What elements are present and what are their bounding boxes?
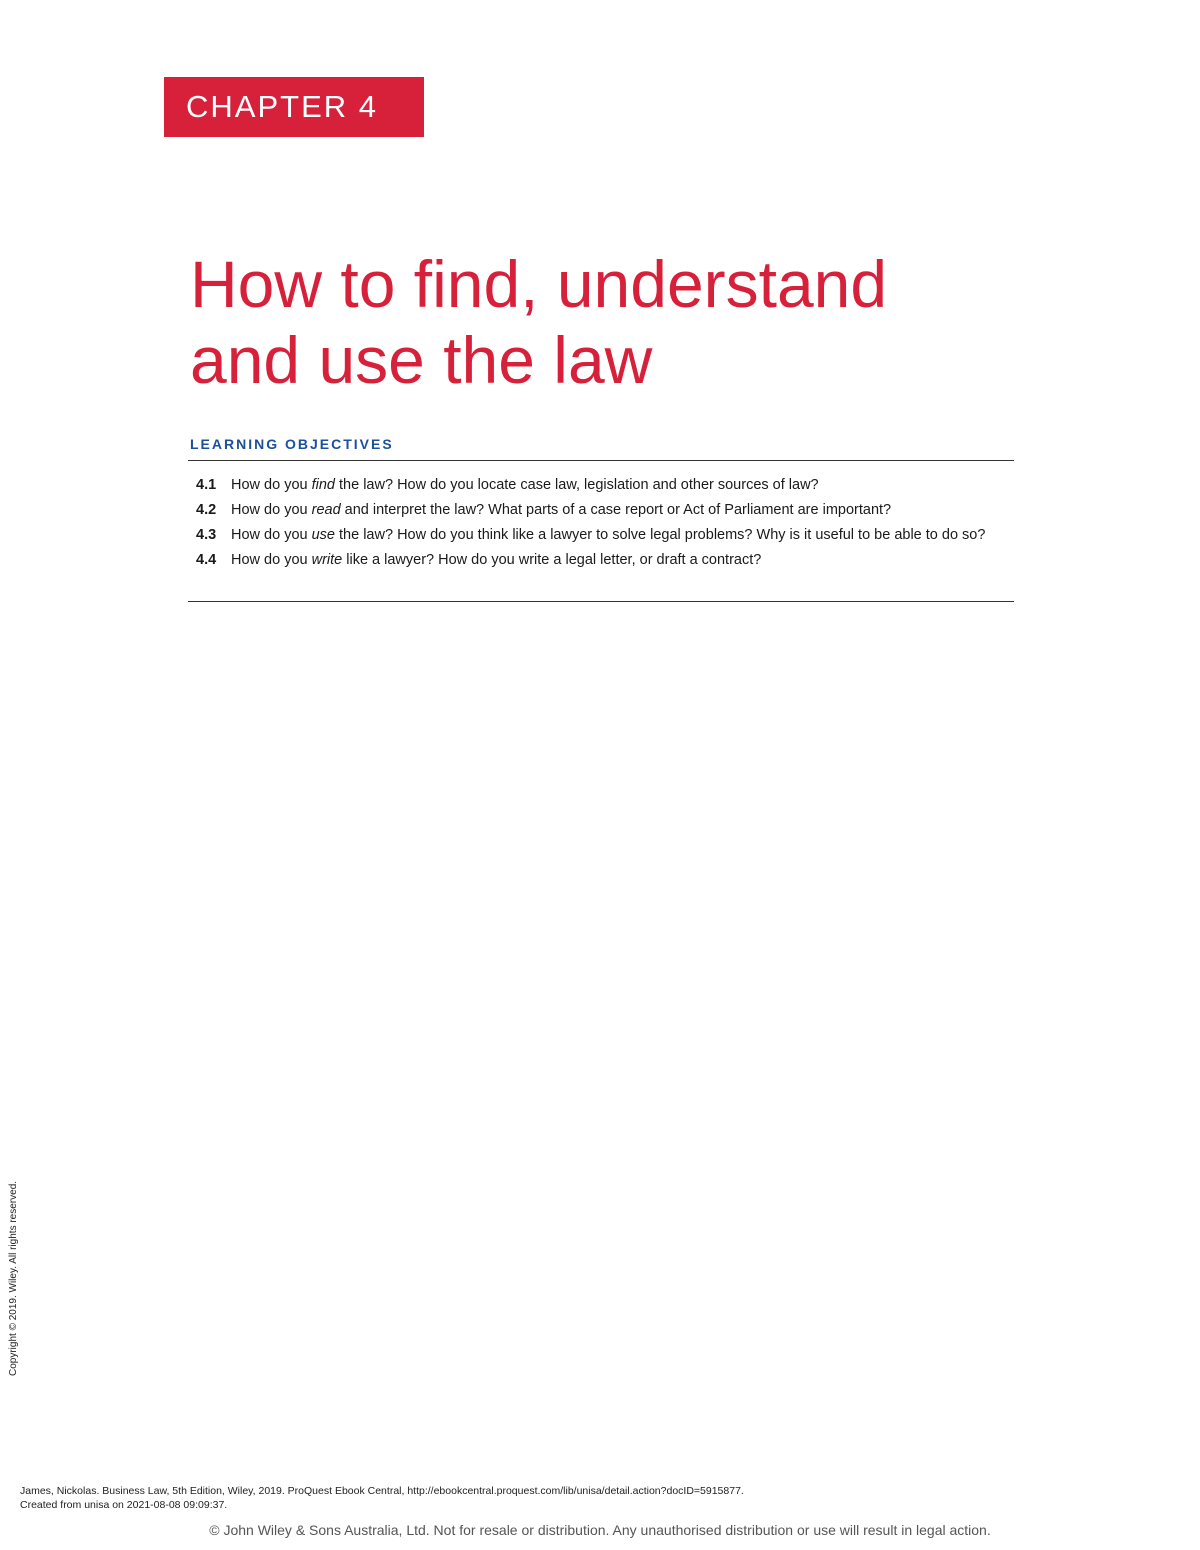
bottom-divider (188, 601, 1014, 602)
objective-text-part: the law? How do you think like a lawyer to solve legal problems? Why is it useful to be able to do so? (335, 527, 986, 543)
objective-text-part: like a lawyer? How do you write a legal letter, or draft a contract? (342, 552, 762, 568)
objective-text (231, 525, 1014, 545)
objective-number: 4.4 (196, 552, 217, 568)
learning-objectives-list (196, 475, 1014, 575)
objective-text (231, 500, 1014, 520)
objective-emphasis: read (311, 502, 341, 518)
citation (20, 1484, 744, 1512)
top-divider (188, 460, 1014, 461)
citation-created: Created from unisa on 2021-08-08 09:09:37. (20, 1499, 228, 1511)
chapter-title-line-1: How to find, understand (190, 247, 888, 321)
chapter-title (190, 246, 1050, 398)
learning-objectives-heading: LEARNING OBJECTIVES (190, 436, 394, 452)
chapter-title-line-2: and use the law (190, 323, 653, 397)
objective-emphasis: use (311, 527, 335, 543)
objective-number: 4.1 (196, 477, 217, 493)
objective-4-3 (196, 525, 1014, 545)
objective-text-part: How do you (231, 477, 312, 493)
footer-notice: © John Wiley & Sons Australia, Ltd. Not for resale or distribution. Any unauthorised distribution or use will result in legal action. (209, 1522, 991, 1538)
objective-4-1 (196, 475, 1014, 495)
objective-4-2 (196, 500, 1014, 520)
objective-text (231, 475, 1014, 495)
objective-number: 4.2 (196, 502, 217, 518)
chapter-label: CHAPTER 4 (164, 77, 424, 137)
objective-text-part: How do you (231, 502, 312, 518)
objective-4-4 (196, 550, 1014, 570)
objective-text-part: How do you (231, 552, 312, 568)
objective-emphasis: find (311, 477, 335, 493)
citation-source: James, Nickolas. Business Law, 5th Edition, Wiley, 2019. ProQuest Ebook Central, http://ebookcentral.proquest.com/lib/unisa/detail.action?docID=5915877. (20, 1485, 744, 1497)
objective-emphasis: write (311, 552, 343, 568)
objective-text-part: the law? How do you locate case law, legislation and other sources of law? (335, 477, 819, 493)
objective-text-part: How do you (231, 527, 312, 543)
objective-number: 4.3 (196, 527, 217, 543)
objective-text (231, 550, 1014, 570)
side-copyright-notice: Copyright © 2019. Wiley. All rights reserved. (8, 1180, 19, 1376)
objective-text-part: and interpret the law? What parts of a case report or Act of Parliament are important? (340, 502, 892, 518)
